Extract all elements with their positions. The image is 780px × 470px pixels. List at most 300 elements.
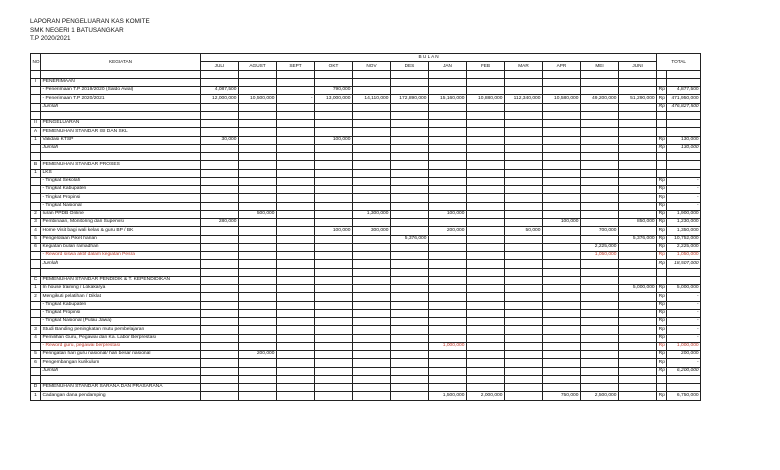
month-cell: 5,376,000 — [619, 235, 657, 243]
table-row — [31, 285, 701, 293]
month-cell — [239, 285, 277, 293]
row-number: 5 — [31, 351, 41, 359]
month-cell — [467, 78, 505, 86]
table-row — [31, 326, 701, 334]
month-cell — [315, 252, 353, 260]
row-number — [31, 95, 41, 103]
row-number — [31, 301, 41, 309]
month-header: NOV — [353, 62, 391, 70]
month-cell — [201, 318, 239, 326]
row-label: - Penerimaan T.P 2019/2020 (Saldo Awal) — [41, 87, 201, 95]
row-label: LKS — [41, 169, 201, 177]
month-cell — [315, 169, 353, 177]
table-row — [31, 276, 701, 284]
month-cell — [315, 260, 353, 268]
month-cell — [429, 375, 467, 383]
month-cell — [201, 70, 239, 78]
currency-label: Rp — [657, 136, 667, 144]
month-cell — [201, 309, 239, 317]
row-label: PENERIMAAN — [41, 78, 201, 86]
month-cell — [353, 103, 391, 111]
table-row — [31, 219, 701, 227]
month-cell — [277, 144, 315, 152]
month-header: OKT — [315, 62, 353, 70]
month-cell — [315, 186, 353, 194]
month-cell — [619, 243, 657, 251]
row-number: C — [31, 276, 41, 284]
month-cell — [467, 235, 505, 243]
month-cell — [543, 120, 581, 128]
currency-label — [657, 111, 667, 119]
row-number — [31, 186, 41, 194]
row-total: 18,507,000 — [667, 260, 701, 268]
month-cell — [277, 186, 315, 194]
month-cell — [581, 351, 619, 359]
row-label — [41, 70, 201, 78]
month-cell — [239, 194, 277, 202]
row-total: - — [667, 186, 701, 194]
row-number — [31, 87, 41, 95]
month-header: MAR — [505, 62, 543, 70]
currency-label: Rp — [657, 260, 667, 268]
month-cell — [619, 128, 657, 136]
row-total: 471,950,000 — [667, 95, 701, 103]
month-cell — [391, 120, 429, 128]
currency-label: Rp — [657, 243, 667, 251]
month-cell — [353, 367, 391, 375]
row-label: PEMENUHAN STANDAR PROSES — [41, 161, 201, 169]
table-row — [31, 342, 701, 350]
month-cell — [581, 153, 619, 161]
month-cell — [467, 219, 505, 227]
month-cell — [315, 293, 353, 301]
month-cell — [505, 301, 543, 309]
month-cell — [429, 384, 467, 392]
month-cell — [353, 161, 391, 169]
row-number: 2 — [31, 293, 41, 301]
row-number: 4 — [31, 334, 41, 342]
row-total — [667, 70, 701, 78]
month-cell — [619, 293, 657, 301]
month-cell — [505, 260, 543, 268]
month-cell — [543, 128, 581, 136]
month-cell — [239, 120, 277, 128]
month-cell: 100,000 — [543, 219, 581, 227]
month-cell — [429, 111, 467, 119]
month-cell — [581, 103, 619, 111]
month-cell: 10,580,000 — [543, 95, 581, 103]
month-cell — [353, 301, 391, 309]
currency-label: Rp — [657, 194, 667, 202]
month-cell — [239, 260, 277, 268]
month-cell — [277, 120, 315, 128]
month-cell — [543, 87, 581, 95]
table-row — [31, 177, 701, 185]
month-cell — [277, 392, 315, 400]
currency-label: Rp — [657, 285, 667, 293]
academic-year: T.P 2020/2021 — [30, 35, 71, 43]
row-label: Home Visit bagi wali kelas & guru BP / BK — [41, 227, 201, 235]
table-row — [31, 128, 701, 136]
month-cell — [391, 384, 429, 392]
month-cell — [429, 169, 467, 177]
month-cell — [201, 276, 239, 284]
month-cell: 200,000 — [239, 351, 277, 359]
month-cell — [429, 293, 467, 301]
row-total — [667, 128, 701, 136]
month-cell — [619, 169, 657, 177]
month-cell — [315, 285, 353, 293]
month-cell — [505, 384, 543, 392]
month-cell — [201, 342, 239, 350]
month-cell — [429, 367, 467, 375]
month-cell: 5,376,000 — [391, 235, 429, 243]
month-cell — [543, 309, 581, 317]
month-cell — [239, 318, 277, 326]
table-row — [31, 210, 701, 218]
month-cell — [467, 384, 505, 392]
month-cell — [239, 87, 277, 95]
month-cell — [201, 153, 239, 161]
row-total: - — [667, 309, 701, 317]
month-cell — [467, 351, 505, 359]
currency-label: Rp — [657, 252, 667, 260]
month-cell — [429, 194, 467, 202]
table-row — [31, 243, 701, 251]
month-cell — [543, 210, 581, 218]
table-row — [31, 293, 701, 301]
row-number: 1 — [31, 169, 41, 177]
currency-label: Rp — [657, 227, 667, 235]
month-cell — [543, 169, 581, 177]
month-cell — [619, 309, 657, 317]
currency-label: Rp — [657, 210, 667, 218]
month-cell: 5,000,000 — [619, 285, 657, 293]
month-cell — [619, 111, 657, 119]
row-label: PEMENUHAN STANDAR SARANA DAN PRASARANA — [41, 384, 201, 392]
month-cell — [429, 186, 467, 194]
currency-label: Rp — [657, 219, 667, 227]
month-cell — [315, 153, 353, 161]
month-cell — [315, 334, 353, 342]
row-total: - — [667, 177, 701, 185]
month-cell — [239, 202, 277, 210]
row-number: 5 — [31, 235, 41, 243]
month-cell — [277, 177, 315, 185]
month-cell — [201, 384, 239, 392]
month-cell — [201, 260, 239, 268]
month-cell — [505, 103, 543, 111]
month-cell — [353, 268, 391, 276]
month-cell — [467, 367, 505, 375]
month-cell: 10,500,000 — [239, 95, 277, 103]
month-cell: 500,000 — [239, 210, 277, 218]
month-cell — [391, 153, 429, 161]
month-cell — [505, 136, 543, 144]
month-cell — [619, 70, 657, 78]
month-cell — [429, 318, 467, 326]
month-cell — [467, 276, 505, 284]
table-row — [31, 367, 701, 375]
report-header — [30, 18, 150, 44]
month-cell — [543, 342, 581, 350]
month-cell — [505, 202, 543, 210]
month-cell — [619, 268, 657, 276]
month-cell — [315, 384, 353, 392]
month-cell — [543, 375, 581, 383]
row-number — [31, 111, 41, 119]
currency-label — [657, 268, 667, 276]
month-cell — [353, 202, 391, 210]
row-total: - — [667, 318, 701, 326]
month-cell — [315, 144, 353, 152]
month-cell — [467, 285, 505, 293]
month-cell — [619, 153, 657, 161]
row-total: 130,000 — [667, 144, 701, 152]
currency-label: Rp — [657, 326, 667, 334]
month-cell — [505, 326, 543, 334]
month-cell — [619, 301, 657, 309]
month-header: AGUST — [239, 62, 277, 70]
month-cell — [619, 120, 657, 128]
month-cell — [619, 144, 657, 152]
month-cell — [315, 276, 353, 284]
month-cell — [619, 367, 657, 375]
row-label — [41, 111, 201, 119]
month-cell: 2,225,000 — [581, 243, 619, 251]
table-row — [31, 301, 701, 309]
month-cell — [391, 285, 429, 293]
expense-report-table — [30, 53, 701, 401]
row-total — [667, 375, 701, 383]
month-cell — [239, 153, 277, 161]
month-cell — [543, 243, 581, 251]
month-cell — [353, 252, 391, 260]
table-row — [31, 186, 701, 194]
month-cell — [391, 309, 429, 317]
month-cell — [239, 78, 277, 86]
month-cell — [429, 276, 467, 284]
row-label: Jumlah — [41, 144, 201, 152]
currency-label: Rp — [657, 334, 667, 342]
month-cell — [315, 194, 353, 202]
month-cell — [581, 161, 619, 169]
currency-label: Rp — [657, 367, 667, 375]
col-no-header: NO — [31, 54, 41, 71]
currency-label: Rp — [657, 359, 667, 367]
month-cell — [239, 342, 277, 350]
month-cell — [505, 243, 543, 251]
currency-label: Rp — [657, 318, 667, 326]
month-cell — [239, 186, 277, 194]
month-cell — [201, 111, 239, 119]
table-row — [31, 334, 701, 342]
month-cell — [619, 252, 657, 260]
month-cell — [315, 318, 353, 326]
row-total: 2,225,000 — [667, 243, 701, 251]
row-total — [667, 153, 701, 161]
row-label: Peringatan hari guru nasional/ hari besar nasional — [41, 351, 201, 359]
month-cell — [543, 359, 581, 367]
table-row — [31, 161, 701, 169]
month-cell — [619, 351, 657, 359]
month-cell: 100,000 — [429, 210, 467, 218]
month-cell — [429, 87, 467, 95]
month-cell — [353, 285, 391, 293]
month-cell — [201, 293, 239, 301]
month-cell — [429, 136, 467, 144]
month-cell — [201, 268, 239, 276]
month-cell — [315, 103, 353, 111]
month-cell — [315, 120, 353, 128]
month-cell — [277, 103, 315, 111]
row-total: 6,750,000 — [667, 392, 701, 400]
month-cell — [239, 235, 277, 243]
month-cell — [505, 392, 543, 400]
month-cell — [619, 375, 657, 383]
month-cell — [201, 359, 239, 367]
month-cell — [505, 367, 543, 375]
month-cell — [467, 309, 505, 317]
month-cell — [277, 326, 315, 334]
month-cell — [543, 194, 581, 202]
row-label: PENGELUARAN — [41, 120, 201, 128]
currency-label — [657, 169, 667, 177]
school-name: SMK NEGERI 1 BATUSANGKAR — [30, 26, 124, 34]
currency-label — [657, 128, 667, 136]
table-body — [31, 70, 701, 400]
table-row — [31, 136, 701, 144]
month-cell: 750,000 — [543, 392, 581, 400]
month-cell — [239, 227, 277, 235]
month-cell — [353, 70, 391, 78]
month-header: DES — [391, 62, 429, 70]
month-cell — [467, 293, 505, 301]
row-total: 476,827,500 — [667, 103, 701, 111]
month-cell — [239, 384, 277, 392]
month-cell — [505, 153, 543, 161]
month-cell — [391, 351, 429, 359]
month-header: FEB — [467, 62, 505, 70]
table-row — [31, 202, 701, 210]
row-total: 130,000 — [667, 136, 701, 144]
month-cell — [543, 70, 581, 78]
row-label: Jumlah — [41, 103, 201, 111]
month-cell — [505, 70, 543, 78]
month-cell — [391, 70, 429, 78]
month-cell — [429, 144, 467, 152]
month-cell — [277, 202, 315, 210]
row-label: - Reword siswa aktif dalam kegiatan Pesra — [41, 252, 201, 260]
table-row — [31, 194, 701, 202]
col-total-header: TOTAL — [657, 54, 701, 71]
table-row — [31, 351, 701, 359]
month-cell — [391, 128, 429, 136]
row-number — [31, 194, 41, 202]
month-cell — [467, 70, 505, 78]
currency-label: Rp — [657, 309, 667, 317]
month-cell — [543, 161, 581, 169]
month-cell — [543, 144, 581, 152]
month-cell — [581, 87, 619, 95]
month-cell: 1,500,000 — [429, 392, 467, 400]
month-cell — [391, 210, 429, 218]
month-cell: 1,050,000 — [581, 252, 619, 260]
month-cell — [581, 285, 619, 293]
row-total: - — [667, 359, 701, 367]
month-cell — [467, 128, 505, 136]
month-cell — [505, 342, 543, 350]
month-cell — [353, 276, 391, 284]
month-cell — [505, 293, 543, 301]
month-cell — [543, 367, 581, 375]
month-cell — [239, 392, 277, 400]
month-cell: 790,000 — [315, 87, 353, 95]
month-cell: 51,290,000 — [619, 95, 657, 103]
month-cell — [429, 70, 467, 78]
table-row — [31, 252, 701, 260]
month-cell — [543, 276, 581, 284]
month-header: APR — [543, 62, 581, 70]
month-cell — [467, 243, 505, 251]
month-cell — [581, 111, 619, 119]
month-cell — [277, 268, 315, 276]
month-cell — [239, 161, 277, 169]
row-number — [31, 260, 41, 268]
month-cell — [505, 318, 543, 326]
row-number — [31, 309, 41, 317]
month-cell — [391, 326, 429, 334]
month-cell — [353, 194, 391, 202]
month-cell: 112,340,000 — [505, 95, 543, 103]
row-total: 1,000,000 — [667, 342, 701, 350]
month-cell — [315, 128, 353, 136]
month-cell — [619, 78, 657, 86]
month-cell: 850,000 — [619, 219, 657, 227]
month-cell — [391, 186, 429, 194]
month-cell — [581, 202, 619, 210]
month-cell — [619, 87, 657, 95]
month-cell: 1,000,000 — [429, 342, 467, 350]
month-cell — [391, 144, 429, 152]
month-cell — [201, 351, 239, 359]
month-cell: 30,000 — [201, 136, 239, 144]
month-cell — [467, 103, 505, 111]
row-label — [41, 153, 201, 161]
month-cell — [429, 260, 467, 268]
month-cell — [467, 210, 505, 218]
month-cell — [391, 375, 429, 383]
month-cell — [543, 351, 581, 359]
month-cell — [353, 384, 391, 392]
month-cell — [467, 186, 505, 194]
row-number — [31, 375, 41, 383]
month-cell — [505, 252, 543, 260]
month-cell — [201, 161, 239, 169]
month-cell — [429, 334, 467, 342]
month-cell — [619, 359, 657, 367]
currency-label — [657, 384, 667, 392]
month-cell — [429, 351, 467, 359]
currency-label — [657, 161, 667, 169]
currency-label: Rp — [657, 177, 667, 185]
month-cell — [391, 293, 429, 301]
month-cell — [505, 210, 543, 218]
month-cell — [619, 326, 657, 334]
month-cell: 100,000 — [315, 227, 353, 235]
month-cell — [467, 153, 505, 161]
currency-label: Rp — [657, 144, 667, 152]
